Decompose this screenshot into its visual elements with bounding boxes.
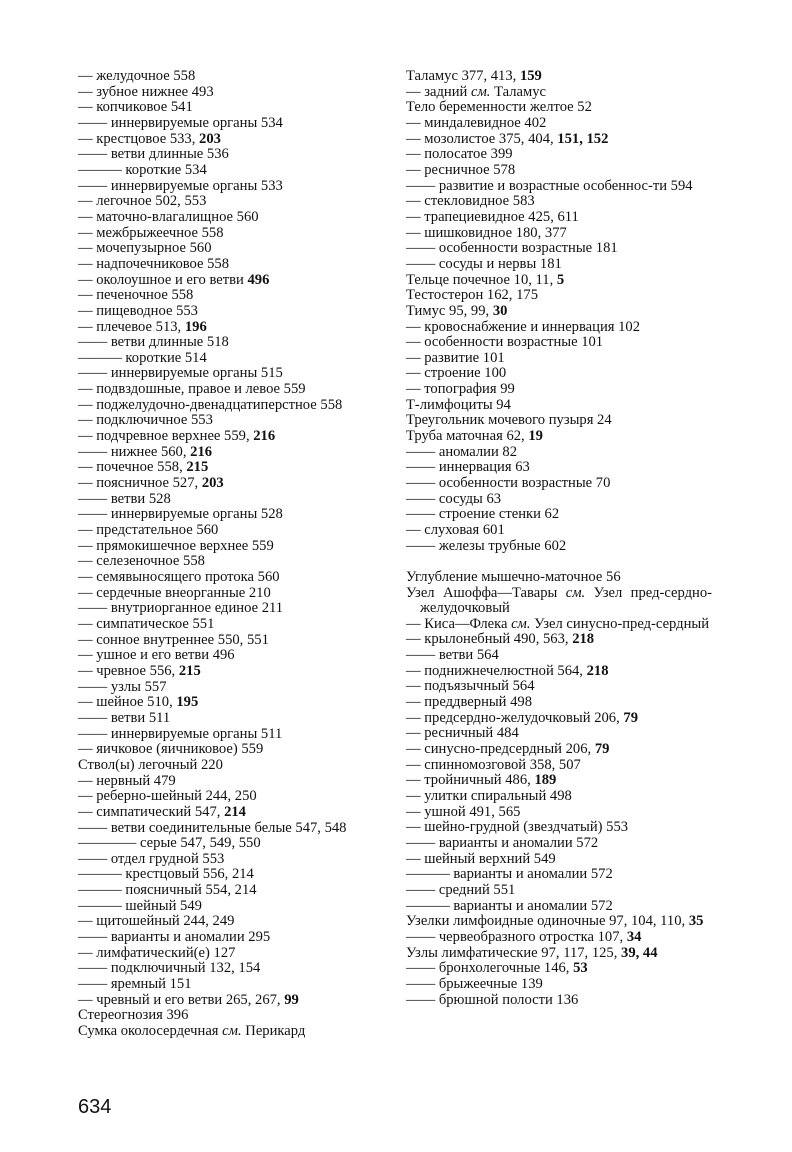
index-entry bbox=[78, 805, 388, 821]
index-entry bbox=[78, 179, 388, 195]
entry-see-reference: см. bbox=[565, 584, 586, 601]
entry-text: — крылонебный 490, 563, bbox=[406, 631, 573, 648]
entry-text: — миндалевидное 402 bbox=[406, 114, 547, 131]
index-entry bbox=[406, 679, 712, 695]
entry-text: — предстательное 560 bbox=[78, 522, 219, 539]
entry-text: —— бронхолегочные 146, bbox=[406, 960, 574, 977]
entry-figure-page: 39, 44 bbox=[621, 944, 658, 961]
entry-text: — прямокишечное верхнее 559 bbox=[78, 537, 274, 554]
entry-figure-page: 216 bbox=[190, 443, 213, 460]
index-entry bbox=[78, 601, 388, 617]
index-entry bbox=[406, 836, 712, 852]
entry-text: — симпатический 547, bbox=[78, 803, 225, 820]
entry-text: Ствол(ы) легочный 220 bbox=[78, 756, 223, 773]
entry-see-target: Узел синусно-пред-сердный bbox=[530, 615, 710, 632]
index-entry bbox=[406, 413, 712, 429]
entry-text: Тимус 95, 99, bbox=[406, 302, 493, 319]
index-entry bbox=[78, 163, 388, 179]
index-entry bbox=[78, 789, 388, 805]
entry-text: — улитки спиральный 498 bbox=[406, 788, 572, 805]
entry-text: —— ветви длинные 518 bbox=[78, 334, 229, 351]
index-column-left bbox=[78, 69, 388, 1040]
entry-text: — шейно-грудной (звездчатый) 553 bbox=[406, 819, 629, 836]
entry-figure-page: 5 bbox=[556, 271, 565, 288]
entry-figure-page: 218 bbox=[572, 631, 595, 648]
entry-text: —— подключичный 132, 154 bbox=[78, 960, 261, 977]
entry-text: — шишковидное 180, 377 bbox=[406, 224, 567, 241]
index-entry bbox=[78, 774, 388, 790]
index-entry bbox=[78, 460, 388, 476]
entry-see-reference: см. bbox=[471, 83, 491, 100]
index-entry bbox=[406, 758, 712, 774]
index-entry bbox=[406, 930, 712, 946]
entry-text: —— червеобразного отростка 107, bbox=[406, 928, 627, 945]
entry-text: — маточно-влагалищное 560 bbox=[78, 208, 259, 225]
index-entry bbox=[78, 85, 388, 101]
index-entry bbox=[406, 914, 712, 930]
index-entry bbox=[78, 476, 388, 492]
entry-text: —— нижнее 560, bbox=[78, 443, 191, 460]
index-entry bbox=[406, 695, 712, 711]
entry-figure-page: 215 bbox=[186, 459, 209, 476]
index-entry bbox=[406, 116, 712, 132]
entry-text: —— особенности возрастные 70 bbox=[406, 475, 611, 492]
index-entry bbox=[406, 304, 712, 320]
entry-text: ——— варианты и аномалии 572 bbox=[406, 866, 613, 883]
entry-text: — селезеночное 558 bbox=[78, 553, 205, 570]
entry-text: —— иннервируемые органы 533 bbox=[78, 177, 283, 194]
entry-text: — поднижнечелюстной 564, bbox=[406, 662, 587, 679]
index-entry bbox=[78, 257, 388, 273]
index-entry bbox=[406, 476, 712, 492]
index-entry bbox=[406, 867, 712, 883]
entry-text: — почечное 558, bbox=[78, 459, 187, 476]
entry-figure-page: 196 bbox=[184, 318, 207, 335]
index-entry bbox=[406, 523, 712, 539]
index-entry bbox=[78, 194, 388, 210]
entry-figure-page: 496 bbox=[247, 271, 270, 288]
entry-text: — желудочное 558 bbox=[78, 68, 196, 84]
index-entry bbox=[78, 946, 388, 962]
index-entry bbox=[406, 977, 712, 993]
entry-text: ——— варианты и аномалии 572 bbox=[406, 897, 613, 914]
entry-text: —— иннервируемые органы 534 bbox=[78, 114, 283, 131]
index-entry bbox=[406, 210, 712, 226]
entry-text: —— ветви 564 bbox=[406, 647, 499, 664]
index-entry bbox=[406, 632, 712, 648]
entry-text: Сумка околосердечная bbox=[78, 1023, 223, 1040]
entry-figure-page: 19 bbox=[528, 428, 543, 445]
index-entry bbox=[406, 257, 712, 273]
entry-text: —— иннервируемые органы 515 bbox=[78, 365, 283, 382]
index-entry bbox=[406, 460, 712, 476]
entry-text: —— варианты и аномалии 572 bbox=[406, 835, 599, 851]
index-entry bbox=[78, 570, 388, 586]
entry-text: ——— короткие 534 bbox=[78, 161, 207, 178]
entry-figure-page: 203 bbox=[199, 130, 221, 147]
page-number: 634 bbox=[78, 1096, 112, 1118]
index-entry bbox=[406, 993, 712, 1009]
index-entry bbox=[406, 194, 712, 210]
entry-see-target: Узел пред-сердно-желудочковый bbox=[420, 584, 712, 617]
index-entry bbox=[406, 335, 712, 351]
index-entry bbox=[406, 100, 712, 116]
index-entry bbox=[78, 648, 388, 664]
entry-text: — поджелудочно-двенадцатиперстное 558 bbox=[78, 396, 343, 413]
index-entry bbox=[78, 241, 388, 257]
entry-text: ——— крестцовый 556, 214 bbox=[78, 866, 254, 883]
index-entry bbox=[78, 680, 388, 696]
entry-text: — плечевое 513, bbox=[78, 318, 185, 335]
entry-text: — ушное и его ветви 496 bbox=[78, 647, 235, 664]
entry-figure-page: 99 bbox=[284, 991, 299, 1008]
index-entry bbox=[406, 946, 712, 962]
entry-text: Труба маточная 62, bbox=[406, 428, 529, 445]
index-entry bbox=[406, 899, 712, 915]
entry-text: — реберно-шейный 244, 250 bbox=[78, 788, 257, 805]
index-entry bbox=[78, 586, 388, 602]
entry-text: — мочепузырное 560 bbox=[78, 240, 212, 257]
entry-text: Узел Ашоффа—Тавары bbox=[406, 584, 566, 601]
entry-text: —— сосуды и нервы 181 bbox=[406, 255, 562, 272]
index-entry bbox=[406, 226, 712, 242]
index-entry bbox=[78, 993, 388, 1009]
entry-text: — поясничное 527, bbox=[78, 475, 202, 492]
entry-text: — чревный и его ветви 265, 267, bbox=[78, 991, 285, 1008]
index-entry bbox=[78, 116, 388, 132]
entry-figure-page: 159 bbox=[519, 68, 542, 84]
index-entry bbox=[406, 805, 712, 821]
index-entry bbox=[78, 429, 388, 445]
entry-figure-page: 79 bbox=[594, 741, 610, 758]
entry-text: Таламус 377, 413, bbox=[406, 68, 520, 84]
entry-text: — преддверный 498 bbox=[406, 694, 533, 711]
entry-figure-page: 53 bbox=[573, 960, 588, 977]
index-entry bbox=[406, 617, 712, 633]
index-entry bbox=[406, 429, 712, 445]
entry-text: — ушной 491, 565 bbox=[406, 803, 521, 820]
index-entry bbox=[78, 742, 388, 758]
entry-text: — легочное 502, 553 bbox=[78, 193, 207, 210]
entry-text: Треугольник мочевого пузыря 24 bbox=[406, 412, 612, 429]
entry-figure-page: 218 bbox=[586, 662, 609, 679]
index-entry bbox=[78, 382, 388, 398]
index-entry bbox=[78, 351, 388, 367]
entry-text: — подъязычный 564 bbox=[406, 678, 535, 695]
entry-text: — топография 99 bbox=[406, 381, 515, 398]
entry-text: —— средний 551 bbox=[406, 881, 516, 898]
entry-text: —— узлы 557 bbox=[78, 678, 167, 695]
entry-text: — зубное нижнее 493 bbox=[78, 83, 214, 100]
index-entry bbox=[406, 132, 712, 148]
entry-text: — сонное внутреннее 550, 551 bbox=[78, 631, 269, 648]
entry-see-reference: см. bbox=[511, 615, 531, 632]
index-entry bbox=[406, 273, 712, 289]
entry-text: —— сосуды 63 bbox=[406, 490, 502, 507]
entry-text: —— развитие и возрастные особеннос-ти 594 bbox=[406, 177, 693, 194]
index-entry bbox=[78, 899, 388, 915]
entry-text: Стереогнозия 396 bbox=[78, 1007, 189, 1024]
index-entry bbox=[78, 398, 388, 414]
index-entry bbox=[78, 554, 388, 570]
index-entry bbox=[78, 1024, 388, 1040]
index-entry bbox=[406, 382, 712, 398]
entry-text: —— отдел грудной 553 bbox=[78, 850, 225, 867]
index-entry bbox=[406, 742, 712, 758]
entry-figure-page: 195 bbox=[176, 694, 199, 711]
index-entry bbox=[78, 413, 388, 429]
entry-figure-page: 216 bbox=[253, 428, 276, 445]
entry-text: Тестостерон 162, 175 bbox=[406, 287, 538, 304]
entry-figure-page: 79 bbox=[623, 709, 638, 726]
index-entry bbox=[78, 523, 388, 539]
entry-text: — ресничный 484 bbox=[406, 725, 519, 742]
entry-text: — трапециевидное 425, 611 bbox=[406, 208, 579, 225]
index-entry bbox=[406, 351, 712, 367]
entry-figure-page: 34 bbox=[626, 928, 642, 945]
entry-text: —— иннервация 63 bbox=[406, 459, 530, 476]
index-entry bbox=[406, 648, 712, 664]
index-entry bbox=[406, 163, 712, 179]
index-entry bbox=[78, 445, 388, 461]
index-entry bbox=[78, 914, 388, 930]
index-entry bbox=[78, 727, 388, 743]
entry-text: — семявыносящего протока 560 bbox=[78, 569, 280, 585]
entry-text: — яичковое (яичниковое) 559 bbox=[78, 741, 264, 758]
index-entry bbox=[406, 711, 712, 727]
index-entry bbox=[78, 288, 388, 304]
entry-text: —— ветви длинные 536 bbox=[78, 146, 229, 163]
entry-figure-page: 30 bbox=[492, 302, 508, 319]
index-entry bbox=[406, 85, 712, 101]
index-entry bbox=[406, 726, 712, 742]
entry-text: — подчревное верхнее 559, bbox=[78, 428, 254, 445]
index-entry bbox=[78, 320, 388, 336]
entry-text: —— внутриорганное единое 211 bbox=[78, 600, 284, 617]
index-entry bbox=[406, 147, 712, 163]
entry-text: —— иннервируемые органы 528 bbox=[78, 506, 283, 523]
entry-text: —— брыжеечные 139 bbox=[406, 975, 543, 992]
index-entry bbox=[78, 867, 388, 883]
entry-text: — предсердно-желудочковый 206, bbox=[406, 709, 624, 726]
entry-text: — крестцовое 533, bbox=[78, 130, 200, 147]
entry-text: — тройничный 486, bbox=[406, 772, 535, 789]
entry-text: —— брюшной полости 136 bbox=[406, 991, 579, 1008]
entry-text: — задний bbox=[406, 83, 471, 100]
index-entry bbox=[406, 961, 712, 977]
entry-text: —— яремный 151 bbox=[78, 976, 192, 993]
entry-text: — копчиковое 541 bbox=[78, 99, 193, 116]
index-entry bbox=[406, 241, 712, 257]
entry-text: —— иннервируемые органы 511 bbox=[78, 725, 283, 742]
index-entry bbox=[78, 695, 388, 711]
index-entry bbox=[78, 492, 388, 508]
entry-text: Т-лимфоциты 94 bbox=[406, 396, 511, 413]
index-entry bbox=[78, 836, 388, 852]
entry-text: — ресничное 578 bbox=[406, 161, 516, 178]
index-entry bbox=[406, 366, 712, 382]
index-entry bbox=[406, 883, 712, 899]
entry-figure-page: 189 bbox=[534, 772, 557, 789]
index-entry bbox=[78, 132, 388, 148]
index-entry bbox=[406, 69, 712, 85]
index-entry bbox=[406, 398, 712, 414]
entry-text: —— ветви соединительные белые 547, 548 bbox=[78, 819, 347, 836]
index-entry bbox=[406, 492, 712, 508]
entry-text: — шейное 510, bbox=[78, 694, 177, 711]
index-entry bbox=[78, 1008, 388, 1024]
entry-text: Узелки лимфоидные одиночные 97, 104, 110, bbox=[406, 913, 689, 930]
index-entry bbox=[78, 147, 388, 163]
index-entry bbox=[406, 445, 712, 461]
index-entry bbox=[78, 507, 388, 523]
entry-text: —— ветви 528 bbox=[78, 490, 171, 507]
entry-text: — сердечные внеорганные 210 bbox=[78, 584, 271, 601]
entry-text: — слуховая 601 bbox=[406, 522, 505, 539]
index-entry bbox=[78, 930, 388, 946]
entry-figure-page: 35 bbox=[688, 913, 704, 930]
index-entry bbox=[78, 366, 388, 382]
index-entry bbox=[78, 69, 388, 85]
entry-see-reference: см. bbox=[222, 1023, 242, 1040]
index-entry bbox=[78, 100, 388, 116]
entry-text: — лимфатический(е) 127 bbox=[78, 944, 236, 961]
entry-text: — межбрыжеечное 558 bbox=[78, 224, 224, 241]
index-entry bbox=[406, 320, 712, 336]
index-entry bbox=[78, 304, 388, 320]
entry-text: — нервный 479 bbox=[78, 772, 176, 789]
index-entry bbox=[78, 664, 388, 680]
index-entry bbox=[406, 586, 712, 617]
entry-figure-page: 203 bbox=[201, 475, 224, 492]
index-entry bbox=[78, 273, 388, 289]
index-entry bbox=[406, 789, 712, 805]
entry-text: — кровоснабжение и иннервация 102 bbox=[406, 318, 641, 335]
index-entry bbox=[78, 977, 388, 993]
entry-text: — симпатическое 551 bbox=[78, 615, 215, 632]
index-entry bbox=[78, 758, 388, 774]
index-entry bbox=[406, 288, 712, 304]
index-entry bbox=[78, 821, 388, 837]
index-entry bbox=[78, 210, 388, 226]
entry-text: — особенности возрастные 101 bbox=[406, 334, 604, 351]
index-entry bbox=[406, 507, 712, 523]
entry-text: Узлы лимфатические 97, 117, 125, bbox=[406, 944, 622, 961]
index-entry bbox=[78, 711, 388, 727]
entry-text: — щитошейный 244, 249 bbox=[78, 913, 235, 930]
entry-text: — подключичное 553 bbox=[78, 412, 213, 429]
index-entry bbox=[78, 335, 388, 351]
entry-text: ——— поясничный 554, 214 bbox=[78, 882, 257, 899]
index-entry bbox=[78, 617, 388, 633]
entry-text: ———— серые 547, 549, 550 bbox=[78, 835, 261, 852]
entry-figure-page: 215 bbox=[178, 662, 201, 679]
entry-text: — пищеводное 553 bbox=[78, 302, 198, 319]
index-entry bbox=[78, 961, 388, 977]
entry-see-target: Таламус bbox=[490, 83, 547, 100]
index-entry bbox=[406, 664, 712, 680]
entry-text: —— железы трубные 602 bbox=[406, 537, 567, 554]
entry-text: — околоушное и его ветви bbox=[78, 271, 248, 288]
index-entry bbox=[406, 539, 712, 555]
entry-text: — шейный верхний 549 bbox=[406, 850, 556, 867]
index-entry bbox=[406, 179, 712, 195]
index-entry bbox=[406, 852, 712, 868]
index-entry bbox=[78, 633, 388, 649]
entry-text: — полосатое 399 bbox=[406, 146, 513, 163]
entry-text: —— строение стенки 62 bbox=[406, 506, 560, 523]
entry-text: — спинномозговой 358, 507 bbox=[406, 756, 581, 773]
entry-text: Углубление мышечно-маточное 56 bbox=[406, 568, 621, 585]
entry-text: — строение 100 bbox=[406, 365, 507, 382]
entry-text: — Киса—Флека bbox=[406, 615, 512, 632]
entry-text: — надпочечниковое 558 bbox=[78, 255, 230, 272]
entry-text: — мозолистое 375, 404, bbox=[406, 130, 558, 147]
entry-text: — стекловидное 583 bbox=[406, 193, 535, 210]
entry-text: —— варианты и аномалии 295 bbox=[78, 929, 271, 946]
index-column-right bbox=[406, 69, 712, 1008]
entry-text: — печеночное 558 bbox=[78, 287, 194, 304]
entry-figure-page: 214 bbox=[224, 803, 246, 820]
index-entry bbox=[406, 773, 712, 789]
entry-text: — подвздошные, правое и левое 559 bbox=[78, 381, 306, 398]
entry-figure-page: 151, 152 bbox=[557, 130, 609, 147]
entry-text: Тело беременности желтое 52 bbox=[406, 99, 592, 116]
entry-text: ——— шейный 549 bbox=[78, 897, 202, 914]
entry-text: — чревное 556, bbox=[78, 662, 179, 679]
entry-text: — синусно-предсердный 206, bbox=[406, 741, 595, 758]
entry-text: —— особенности возрастные 181 bbox=[406, 240, 618, 257]
index-entry bbox=[78, 852, 388, 868]
index-entry bbox=[406, 820, 712, 836]
index-entry bbox=[78, 883, 388, 899]
index-entry bbox=[78, 226, 388, 242]
entry-see-target: Перикард bbox=[241, 1023, 306, 1040]
entry-text: —— ветви 511 bbox=[78, 709, 171, 726]
index-entry bbox=[406, 570, 712, 586]
entry-text: —— аномалии 82 bbox=[406, 443, 518, 460]
entry-text: ——— короткие 514 bbox=[78, 349, 207, 366]
index-entry bbox=[78, 539, 388, 555]
entry-text: — развитие 101 bbox=[406, 349, 505, 366]
entry-text: Тельце почечное 10, 11, bbox=[406, 271, 557, 288]
